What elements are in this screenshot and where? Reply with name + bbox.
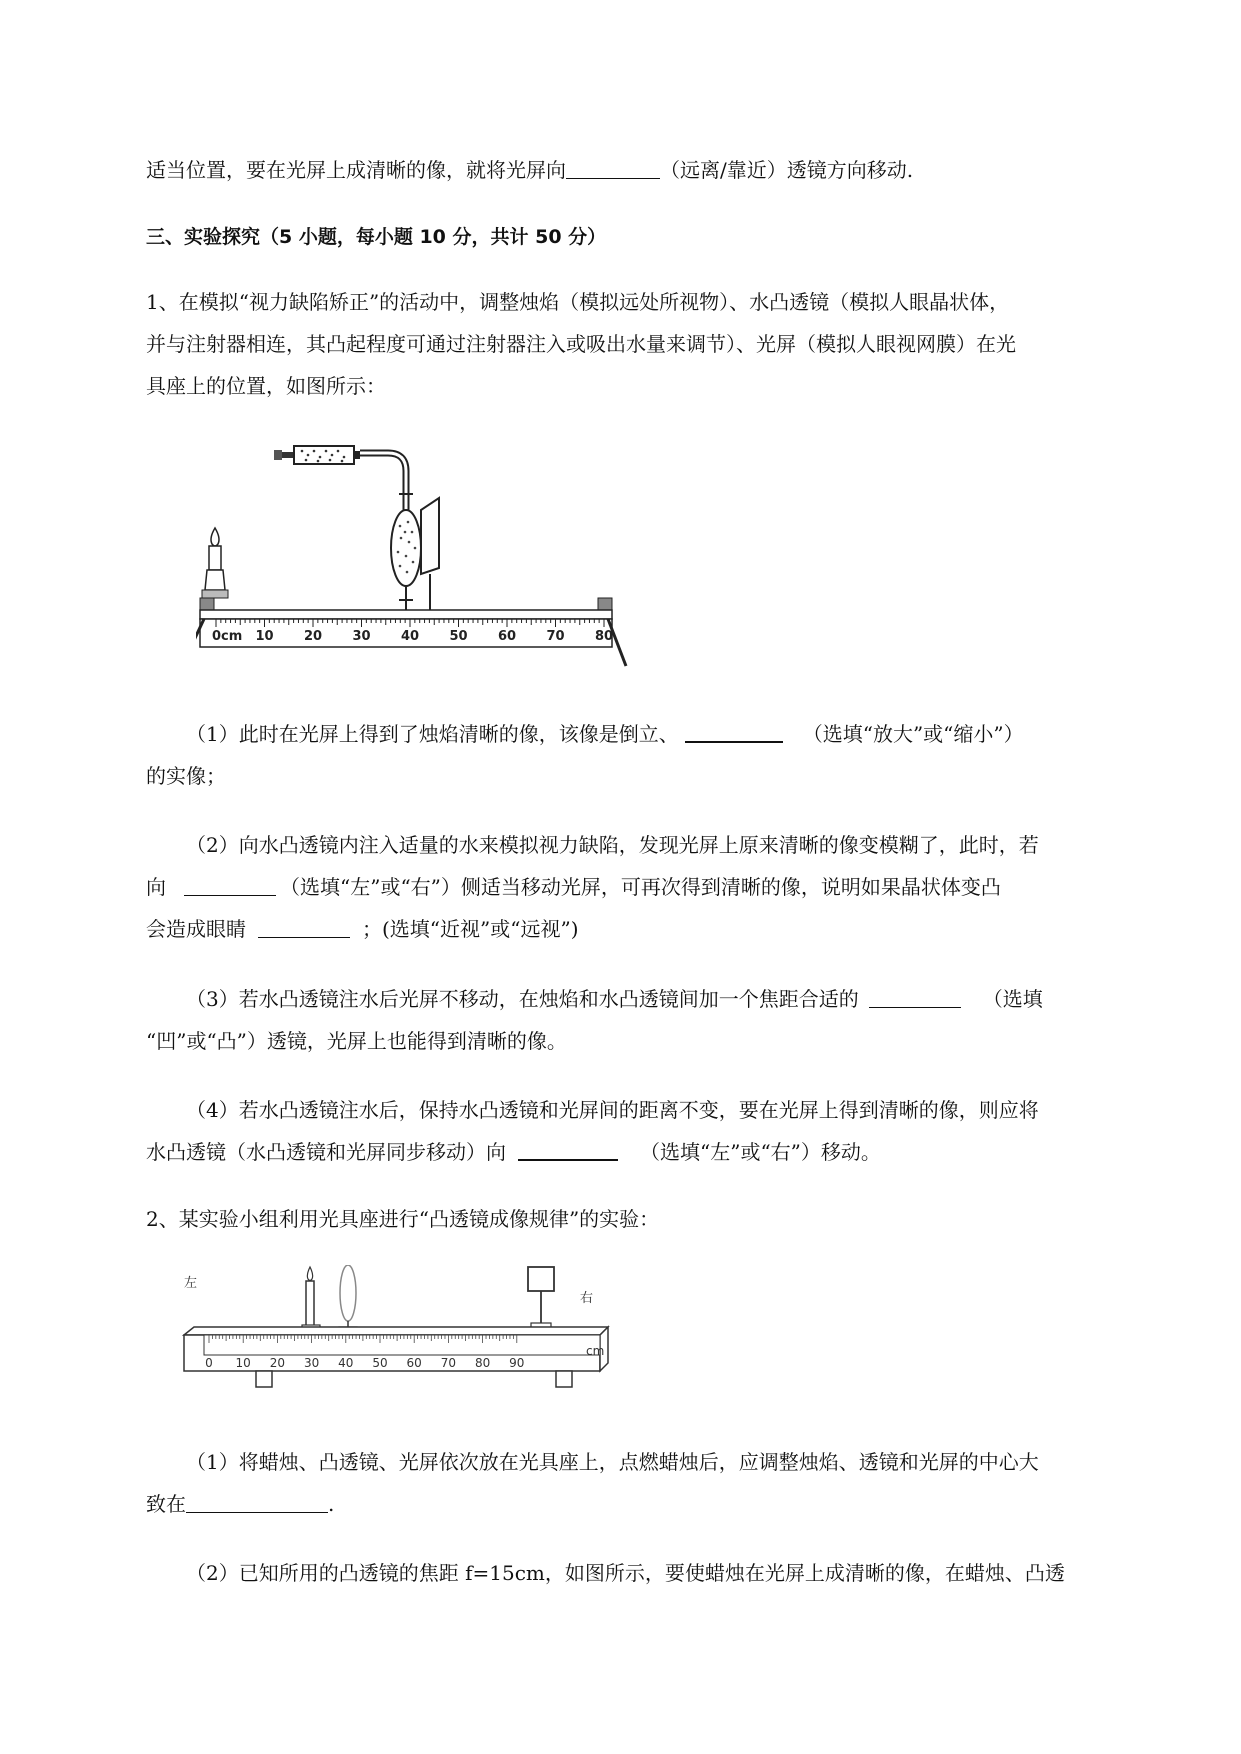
prev-question-text-b: （远离/靠近）透镜方向移动. bbox=[660, 158, 914, 182]
scale-label: 10 bbox=[235, 1356, 251, 1370]
q2-p1-text-b: . bbox=[328, 1492, 335, 1516]
q1-p3-line-2: “凹”或“凸”）透镜，光屏上也能得到清晰的像。 bbox=[146, 1029, 567, 1053]
q1-intro-line-2: 并与注射器相连，其凸起程度可通过注射器注入或吸出水量来调节）、光屏（模拟人眼视网膜）在光 bbox=[146, 332, 1016, 356]
q1-p1-text-a: （1）此时在光屏上得到了烛焰清晰的像，该像是倒立、 bbox=[186, 722, 679, 746]
scale-label: 20 bbox=[269, 1356, 286, 1370]
optical-bench bbox=[196, 598, 626, 666]
scale-label: 50 bbox=[449, 629, 468, 644]
q1-p2-line-1: （2）向水凸透镜内注入适量的水来模拟视力缺陷，发现光屏上原来清晰的像变模糊了，此时，若 bbox=[186, 833, 1039, 857]
answer-blank[interactable] bbox=[184, 875, 276, 896]
q1-p4-line-1: （4）若水凸透镜注水后，保持水凸透镜和光屏间的距离不变，要在光屏上得到清晰的像，则应将 bbox=[186, 1098, 1039, 1122]
scale-label: 40 bbox=[400, 629, 420, 644]
answer-blank[interactable] bbox=[186, 1492, 328, 1513]
q2-left-label: 左 bbox=[184, 1276, 198, 1291]
q1-p1-text-b: （选填“放大”或“缩小”） bbox=[802, 722, 1024, 746]
q1-p3-line-1 bbox=[186, 985, 1043, 1013]
q2-p2-line-1: （2）已知所用的凸透镜的焦距 f=15cm，如图所示，要使蜡烛在光屏上成清晰的像，在蜡烛、凸透 bbox=[186, 1561, 1065, 1585]
section-heading: 三、实验探究（5 小题，每小题 10 分，共计 50 分） bbox=[146, 226, 607, 248]
q1-p4-text-b: （选填“左”或“右”）移动。 bbox=[640, 1140, 881, 1164]
q1-optical-bench-figure bbox=[196, 440, 636, 670]
scale-label: 60 bbox=[497, 629, 517, 644]
scale-label: 10 bbox=[255, 629, 274, 644]
q1-p3-text-b: （选填 bbox=[982, 987, 1043, 1011]
scale-label: 80 bbox=[594, 629, 614, 644]
q2-p1-line-1: （1）将蜡烛、凸透镜、光屏依次放在光具座上，点燃蜡烛后，应调整烛焰、透镜和光屏的中心大 bbox=[186, 1450, 1039, 1474]
scale-label: 0cm bbox=[212, 629, 243, 644]
scale-label: 60 bbox=[406, 1356, 422, 1370]
answer-blank[interactable] bbox=[518, 1139, 618, 1161]
q1-p2-text-a: 向 bbox=[146, 875, 166, 899]
syringe-icon bbox=[274, 446, 406, 512]
q2-p1-line-2 bbox=[146, 1490, 334, 1518]
scale-label: 90 bbox=[509, 1356, 525, 1370]
scale-label: 30 bbox=[352, 629, 371, 644]
q1-p2-text-c: 会造成眼睛 bbox=[146, 917, 246, 941]
prev-question-text-a: 适当位置，要在光屏上成清晰的像，就将光屏向 bbox=[146, 158, 566, 182]
q1-p4-line-2 bbox=[146, 1138, 881, 1166]
candle-icon bbox=[302, 1267, 320, 1335]
scale-label: 50 bbox=[372, 1356, 388, 1370]
scale-label: 80 bbox=[474, 1356, 491, 1370]
q1-p1-line-2: 的实像； bbox=[146, 764, 226, 788]
answer-blank[interactable] bbox=[685, 721, 783, 743]
scale-label: 30 bbox=[303, 1356, 320, 1370]
q2-p1-text-a: 致在 bbox=[146, 1492, 186, 1516]
q1-intro-line-3: 具座上的位置，如图所示： bbox=[146, 374, 386, 398]
q1-p2-line-2 bbox=[146, 873, 1001, 901]
scale-label: 70 bbox=[546, 629, 565, 644]
scale-label: 40 bbox=[338, 1356, 354, 1370]
optical-bench bbox=[184, 1327, 608, 1387]
q1-intro-line-1: 1、在模拟“视力缺陷矫正”的活动中，调整烛焰（模拟远处所视物）、水凸透镜（模拟人眼晶状体， bbox=[146, 290, 1010, 314]
prev-question-line bbox=[146, 156, 913, 184]
answer-blank[interactable] bbox=[869, 987, 961, 1008]
q1-p1-line-1 bbox=[186, 720, 1024, 748]
q2-optical-bench-figure bbox=[176, 1265, 616, 1400]
scale-label: 20 bbox=[303, 629, 323, 644]
q1-p3-text-a: （3）若水凸透镜注水后光屏不移动，在烛焰和水凸透镜间加一个焦距合适的 bbox=[186, 987, 859, 1011]
q1-p2-line-3 bbox=[146, 915, 579, 943]
candle-icon bbox=[202, 528, 228, 598]
q1-p4-text-a: 水凸透镜（水凸透镜和光屏同步移动）向 bbox=[146, 1140, 506, 1164]
scale-unit-label: cm bbox=[586, 1344, 605, 1358]
scale-label: 0 bbox=[205, 1356, 213, 1370]
scale-label: 70 bbox=[440, 1356, 457, 1370]
q2-right-label: 右 bbox=[580, 1291, 594, 1306]
answer-blank[interactable] bbox=[566, 158, 660, 179]
q2-intro: 2、某实验小组利用光具座进行“凸透镜成像规律”的实验： bbox=[146, 1207, 660, 1231]
light-screen-icon bbox=[528, 1267, 554, 1335]
q1-p2-text-b: （选填“左”或“右”）侧适当移动光屏，可再次得到清晰的像，说明如果晶状体变凸 bbox=[280, 875, 1001, 899]
answer-blank[interactable] bbox=[258, 917, 350, 938]
q1-p2-text-d: ；(选填“近视”或“远视”) bbox=[362, 917, 579, 941]
convex-lens-icon bbox=[339, 1265, 357, 1335]
